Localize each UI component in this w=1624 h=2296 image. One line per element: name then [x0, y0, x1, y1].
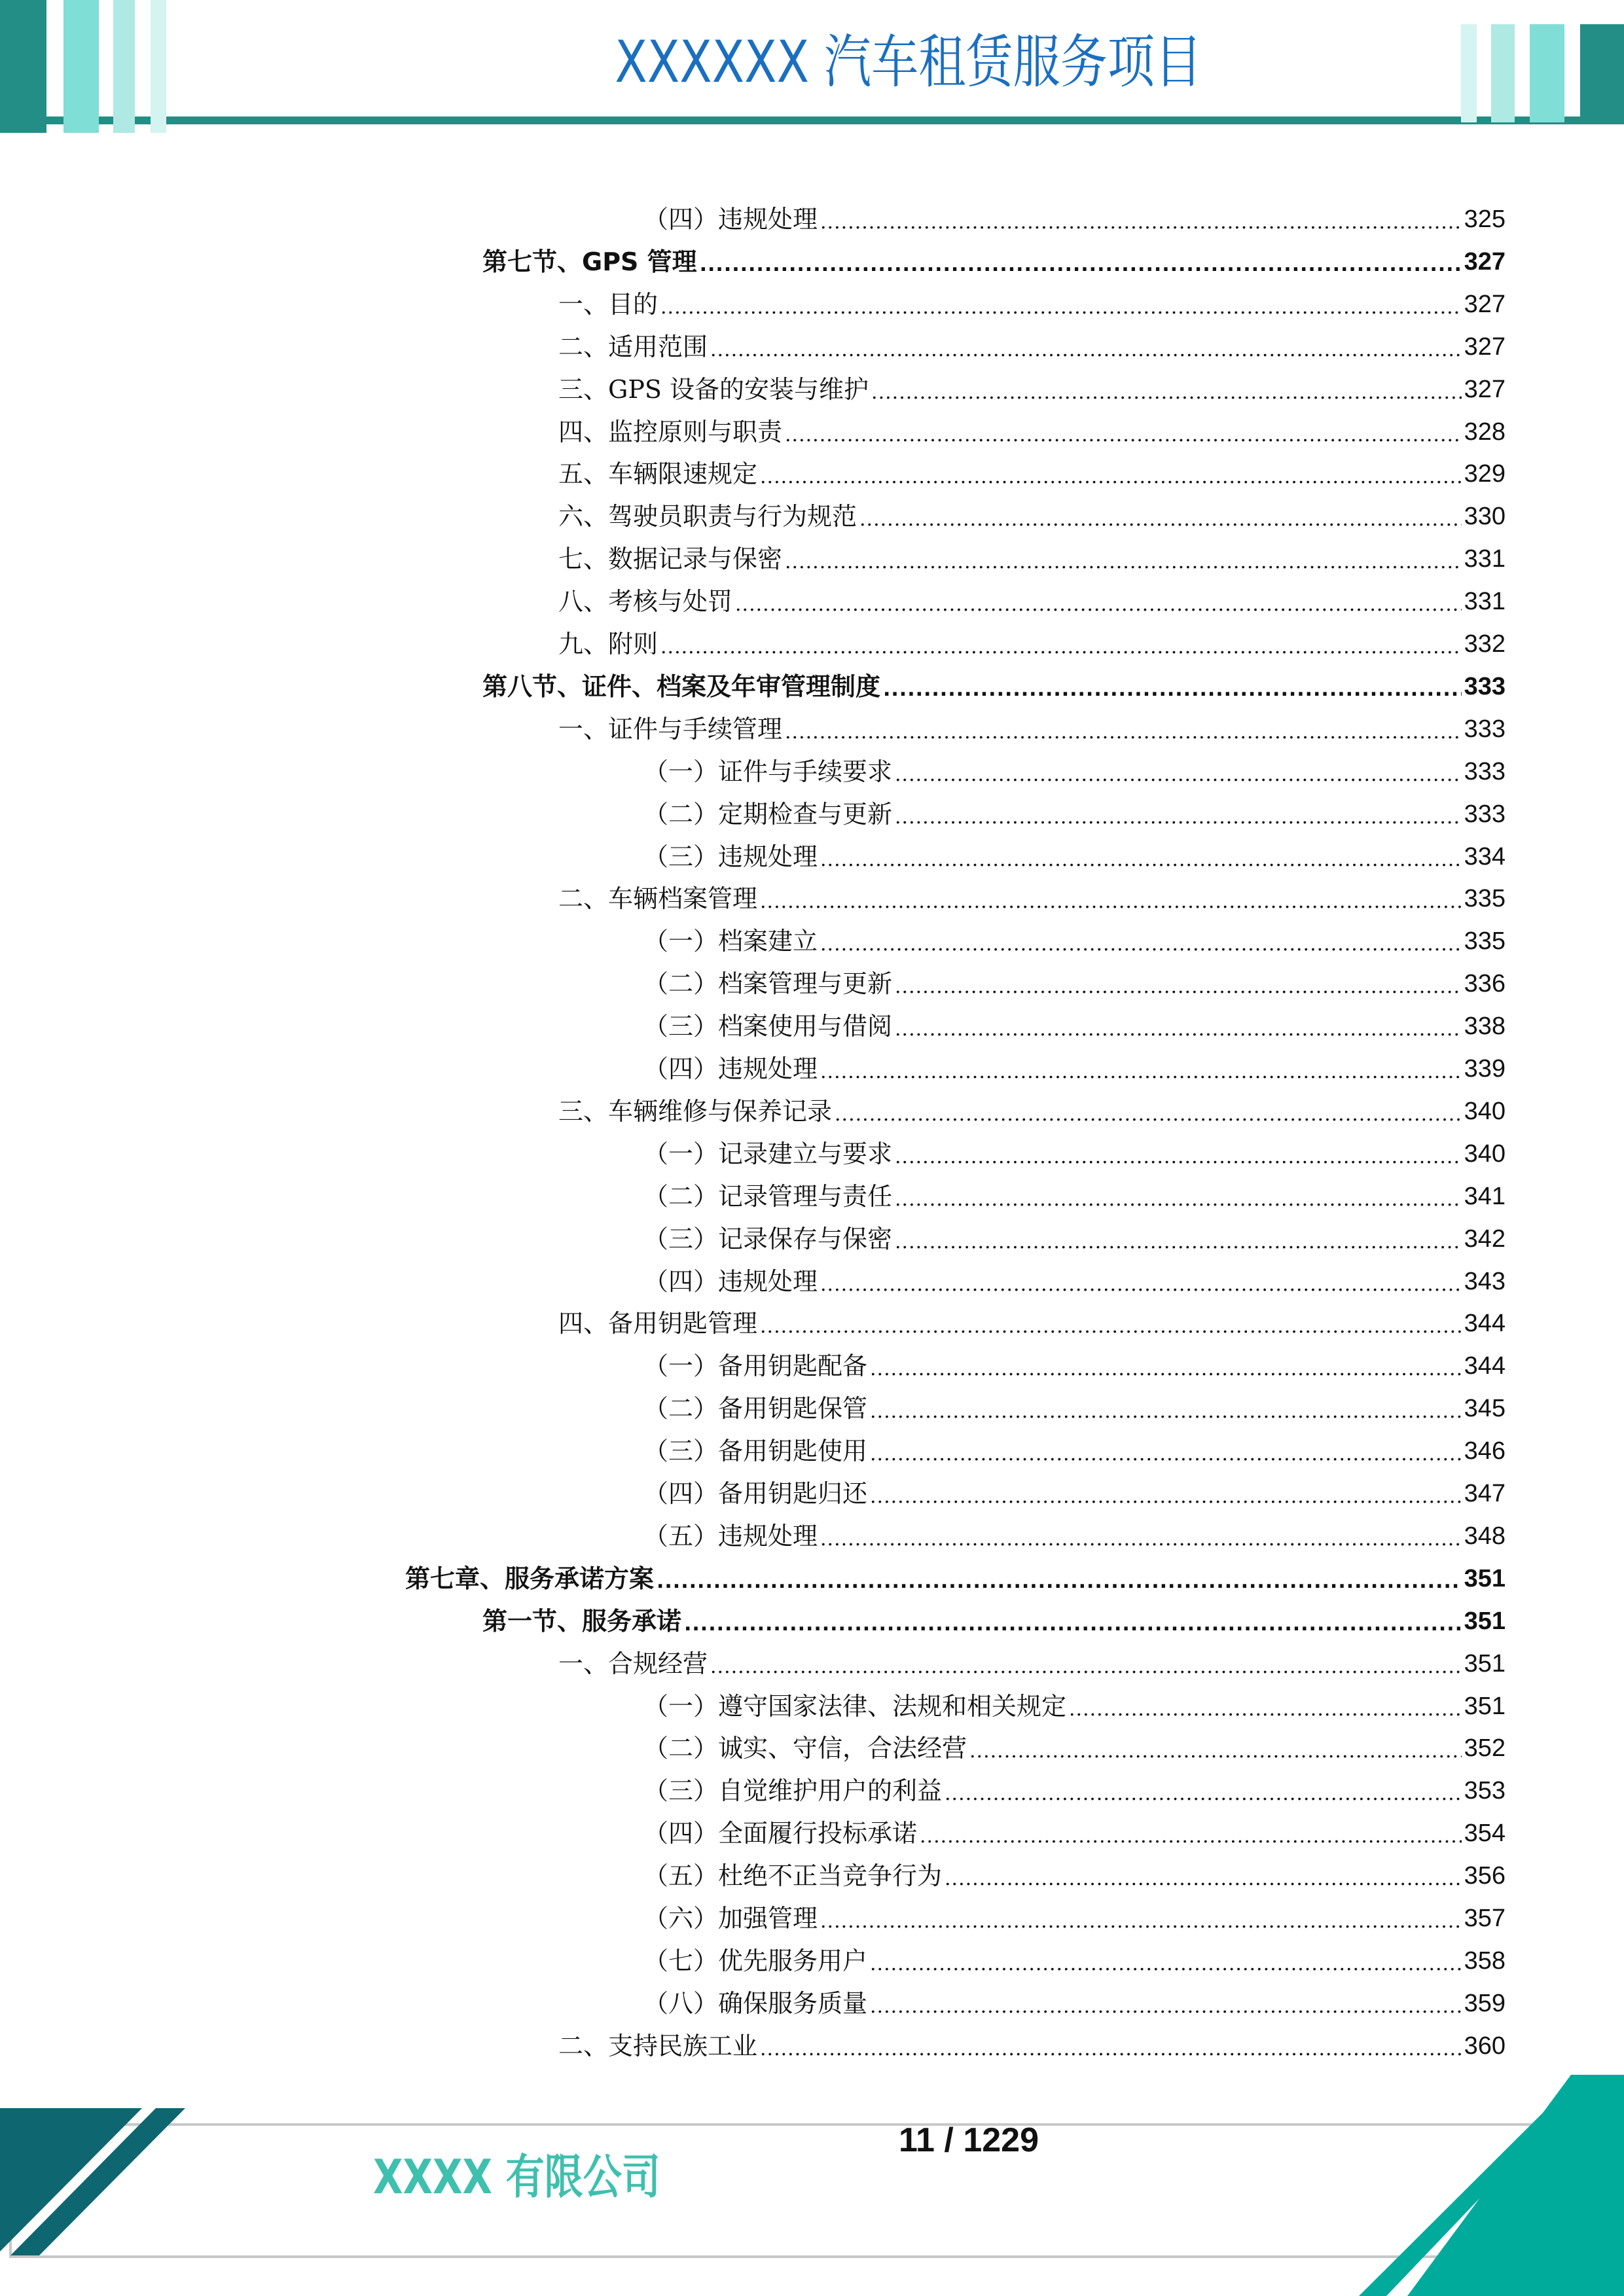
toc-entry-page: 336 [1464, 970, 1506, 998]
toc-entry-label: （四）全面履行投标承诺 [643, 1819, 918, 1848]
toc-entry-label: 第七章、服务承诺方案 [405, 1564, 655, 1593]
toc-entry-label: （二）档案管理与更新 [643, 969, 893, 999]
toc-entry-page: 351 [1464, 1692, 1506, 1720]
toc-entry-label: 九、附则 [558, 630, 659, 658]
toc-entry-page: 360 [1464, 2032, 1506, 2060]
toc-entry-label: 七、数据记录与保密 [558, 545, 783, 574]
toc-entry-page: 344 [1464, 1310, 1506, 1338]
toc-entry-page: 351 [1464, 1607, 1506, 1635]
toc-entry-label: （七）优先服务用户 [643, 1946, 868, 1975]
toc-entry-page: 340 [1464, 1139, 1506, 1168]
toc-entry-label: 四、备用钥匙管理 [558, 1309, 758, 1338]
toc-entry-label: （三）违规处理 [643, 842, 818, 871]
toc-entry-label: （二）记录管理与责任 [643, 1181, 893, 1211]
toc-entry-page: 327 [1464, 290, 1506, 318]
toc-entry-label: （四）备用钥匙归还 [643, 1479, 868, 1508]
toc-entry-label: （一）备用钥匙配备 [643, 1352, 868, 1381]
toc-entry-page: 348 [1464, 1522, 1506, 1550]
toc-entry-page: 356 [1464, 1862, 1506, 1890]
toc-entry-label: 八、考核与处罚 [558, 587, 733, 617]
toc-entry-page: 327 [1464, 332, 1506, 361]
toc-entry-label: 一、目的 [558, 289, 659, 319]
toc-entry-label: （四）违规处理 [643, 1266, 818, 1296]
toc-entry-page: 327 [1464, 375, 1506, 403]
toc-entry-page: 340 [1464, 1097, 1506, 1125]
toc-entry-label: 第七节、GPS 管理 [482, 247, 697, 276]
toc-entry-label: 六、驾驶员职责与行为规范 [558, 502, 857, 531]
page-number: 11 / 1229 [899, 2121, 1039, 2159]
toc-entry-label: （二）定期检查与更新 [643, 799, 893, 829]
toc-entry-label: 五、车辆限速规定 [558, 459, 758, 489]
toc-entry-page: 332 [1464, 630, 1506, 658]
toc-entry-label: （三）档案使用与借阅 [643, 1012, 893, 1041]
toc-entry-label: 一、证件与手续管理 [558, 714, 783, 744]
toc-entry-page: 330 [1464, 503, 1506, 531]
toc-entry-label: （四）违规处理 [643, 205, 818, 234]
toc-entry-page: 357 [1464, 1905, 1506, 1932]
toc-entry-page: 351 [1464, 1649, 1506, 1677]
toc-entry-label: 二、适用范围 [558, 332, 708, 361]
toc-entry-label: （二）诚实、守信，合法经营 [643, 1734, 967, 1763]
toc-entry-page: 339 [1464, 1055, 1506, 1083]
toc-entry-page: 344 [1464, 1352, 1506, 1380]
toc-entry-label: （四）违规处理 [643, 1054, 818, 1083]
toc-entry-label: 二、车辆档案管理 [558, 884, 758, 914]
toc-entry-label: （八）确保服务质量 [643, 1988, 868, 2018]
toc-entry-page: 335 [1464, 885, 1506, 913]
toc-entry-label: （三）自觉维护用户的利益 [643, 1776, 943, 1806]
toc-entry-page: 359 [1464, 1989, 1506, 2017]
toc-entry-page: 343 [1464, 1267, 1506, 1295]
toc-entry-page: 347 [1464, 1480, 1506, 1507]
toc-entry-label: 第八节、证件、档案及年审管理制度 [482, 672, 881, 701]
toc-entry-page: 335 [1464, 927, 1506, 956]
toc-entry-label: （三）记录保存与保密 [643, 1224, 893, 1253]
toc-entry-label: （五）违规处理 [643, 1521, 818, 1551]
toc-entry-page: 338 [1464, 1013, 1506, 1041]
toc-entry-label: 三、车辆维修与保养记录 [558, 1096, 833, 1126]
toc-entry-label: 三、GPS 设备的安装与维护 [558, 374, 869, 404]
toc-entry-page: 334 [1464, 842, 1506, 870]
toc-entry-page: 329 [1464, 460, 1506, 488]
toc-entry-page: 358 [1464, 1946, 1506, 1975]
toc-entry-label: 一、合规经营 [558, 1649, 708, 1678]
toc-entry-page: 346 [1464, 1437, 1506, 1465]
toc-entry-page: 333 [1464, 715, 1506, 743]
toc-entry-label: 二、支持民族工业 [558, 2031, 758, 2060]
toc-entry-label: （六）加强管理 [643, 1904, 818, 1933]
toc-entry-label: （五）杜绝不正当竞争行为 [643, 1861, 943, 1891]
document-title: XXXXXX 汽车租赁服务项目 [615, 28, 1202, 96]
toc-entry-label: 第一节、服务承诺 [482, 1606, 682, 1636]
toc-entry-page: 342 [1464, 1225, 1506, 1253]
toc-entry-page: 341 [1464, 1182, 1506, 1210]
toc-entry-label: （三）备用钥匙使用 [643, 1437, 868, 1466]
toc-entry-label: （二）备用钥匙保管 [643, 1394, 868, 1424]
toc-entry-page: 325 [1464, 206, 1506, 233]
toc-entry-page: 331 [1464, 545, 1506, 573]
toc-entry-label: （一）证件与手续要求 [643, 757, 893, 786]
toc-entry-page: 351 [1464, 1564, 1506, 1592]
company-name: XXXX 有限公司 [373, 2149, 660, 2204]
toc-entry-page: 354 [1464, 1820, 1506, 1848]
toc-entry-page: 353 [1464, 1777, 1506, 1805]
toc-entry-label: （一）档案建立 [643, 927, 818, 956]
toc-entry-label: （一）记录建立与要求 [643, 1139, 893, 1168]
toc-entry-page: 345 [1464, 1395, 1506, 1423]
toc-entry-label: 四、监控原则与职责 [558, 417, 783, 446]
toc-entry-page: 327 [1464, 247, 1506, 276]
toc-entry-page: 333 [1464, 800, 1506, 828]
toc-entry-page: 331 [1464, 588, 1506, 616]
toc-entry-page: 333 [1464, 672, 1506, 700]
toc-entry-page: 352 [1464, 1734, 1506, 1763]
toc-entry-page: 333 [1464, 757, 1506, 785]
toc-entry-label: （一）遵守国家法律、法规和相关规定 [643, 1691, 1067, 1721]
toc-entry-page: 328 [1464, 418, 1506, 446]
